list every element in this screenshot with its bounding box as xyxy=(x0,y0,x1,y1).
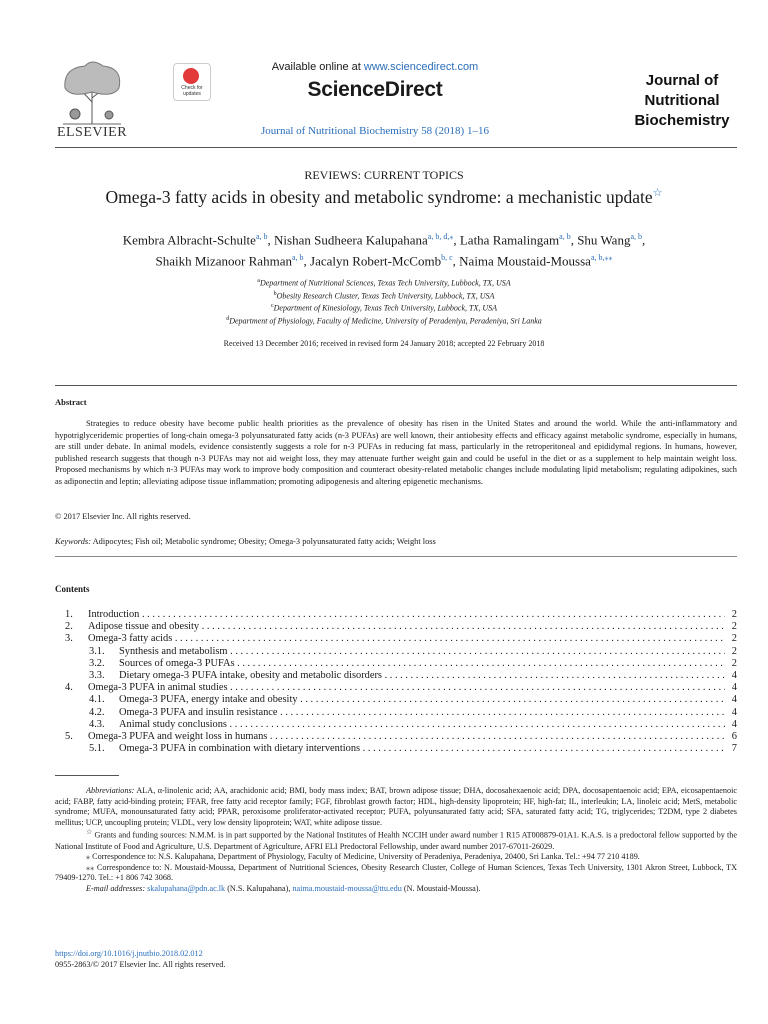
journal-title-block xyxy=(622,71,742,131)
affiliation-mark: d xyxy=(226,315,230,322)
received-dates: Received 13 December 2016; received in revised form 24 January 2018; accepted 22 February 2018 xyxy=(223,339,545,348)
author-affiliation-marks[interactable]: a, b xyxy=(630,232,643,241)
toc-entry-number: 4. xyxy=(65,682,73,694)
toc-entry-number: 1. xyxy=(65,609,73,620)
author-separator: , xyxy=(453,232,460,248)
toc-entry-number: 4.1. xyxy=(89,694,105,706)
email-label: E-mail addresses: xyxy=(86,884,146,894)
elsevier-wordmark: ELSEVIER xyxy=(56,125,128,140)
journal-title-line: Journal of xyxy=(645,72,719,89)
affiliation-text: Department of Kinesiology, Texas Tech University, Lubbock, TX, USA xyxy=(273,303,498,313)
author-affiliation-marks[interactable]: a, b xyxy=(255,232,268,241)
toc-entry[interactable] xyxy=(55,719,737,731)
toc-entry-label[interactable]: Omega-3 PUFA, energy intake and obesity . . . xyxy=(119,694,725,706)
toc-entry-number: 5.1. xyxy=(89,743,105,755)
correspondence-footnote xyxy=(55,863,737,884)
toc-entry[interactable] xyxy=(55,682,737,694)
author-name: Kembra Albracht-Schulte xyxy=(122,232,256,248)
abstract-heading: Abstract xyxy=(55,397,87,407)
author-separator: , xyxy=(267,232,275,248)
keywords-label: Keywords: xyxy=(55,537,91,546)
toc-entry-page: 4 xyxy=(731,706,737,718)
author-line xyxy=(40,228,728,249)
toc-entry-label[interactable]: Dietary omega-3 PUFA intake, obesity and metabolic disorders . . . xyxy=(119,670,725,682)
article-title xyxy=(40,186,728,208)
author-name: Latha Ramalingam xyxy=(459,232,560,248)
toc-entry-page: 4 xyxy=(731,669,737,681)
author-affiliation-marks[interactable]: a, b xyxy=(291,253,304,263)
toc-entry[interactable] xyxy=(55,658,737,670)
toc-entry-page: 4 xyxy=(731,682,737,694)
footnote-rule xyxy=(55,775,119,776)
affiliation-list xyxy=(40,276,728,327)
journal-title-line: Nutritional xyxy=(644,92,720,109)
author-separator: , xyxy=(452,253,460,269)
author-name: Shaikh Mizanoor Rahman xyxy=(155,253,292,269)
toc-entry[interactable] xyxy=(55,731,737,743)
keywords-line xyxy=(55,537,436,546)
keywords-divider xyxy=(55,556,737,557)
toc-entry[interactable] xyxy=(55,670,737,682)
toc-entry-number: 2. xyxy=(65,621,73,633)
abbreviations-text: ALA, α-linolenic acid; AA, arachidonic acid; BMI, body mass index; BAT, brown adipose tissue; DHA, docosahexaenoic acid; DPA, docosapentaenoic acid; EPA, eicosapentaenoic acid; FABP, fatty acid-binding protein; FFAR, free fatty acid receptor family; FGF, fibroblast growth factor; HDL, high-density lipoprotein; HF, high-fat; IL, interleukin; LA, linoleic acid; MetS, metabolic syndrome; MUFA, monounsaturated fatty acid; PPAR, peroxisome proliferator-activated receptor; PUFA, polyunsaturated fatty acid; SFA, saturated fatty acid; TG, triglycerides; T2DM, type 2 diabetes mellitus; UCP, uncoupling protein; VLDL, very low density lipoprotein; WAT, white adipose tissue. xyxy=(55,786,737,827)
toc-entry-page: 6 xyxy=(731,730,737,742)
email-link[interactable]: naima.moustaid-moussa@ttu.edu xyxy=(292,884,402,894)
sciencedirect-title: ScienceDirect xyxy=(307,78,443,101)
header-divider xyxy=(55,147,737,148)
toc-entry[interactable] xyxy=(55,646,737,658)
toc-entry[interactable] xyxy=(55,743,737,755)
abbreviations-footnote xyxy=(55,786,737,828)
toc-entry-page: 2 xyxy=(731,621,737,633)
toc-entry-label[interactable]: Omega-3 PUFA in animal studies . . . xyxy=(88,682,725,694)
contents-heading: Contents xyxy=(55,584,90,594)
toc-entry-label[interactable]: Omega-3 PUFA in combination with dietary interventions . . . xyxy=(119,743,725,755)
available-online-prefix: Available online at xyxy=(271,61,364,73)
author-line xyxy=(40,249,728,270)
toc-entry-page: 2 xyxy=(731,645,737,657)
keywords-list: Adipocytes; Fish oil; Metabolic syndrome; Obesity; Omega-3 polyunsaturated fatty acids; Weight loss xyxy=(92,537,436,546)
abbreviations-label: Abbreviations: xyxy=(86,786,135,795)
author-name: Shu Wang xyxy=(577,232,631,248)
affiliation xyxy=(40,276,728,289)
author-affiliation-marks[interactable]: a, b xyxy=(559,232,571,241)
author-separator: , xyxy=(642,232,646,248)
email-owner: (N.S. Kalupahana), xyxy=(225,884,293,894)
toc-entry-label[interactable]: Animal study conclusions . . . xyxy=(119,719,725,731)
author-list xyxy=(40,228,728,271)
toc-entry-label[interactable]: Omega-3 PUFA and weight loss in humans . . . xyxy=(88,731,725,743)
article-title-text: Omega-3 fatty acids in obesity and metabolic syndrome: a mechanistic update xyxy=(105,186,653,207)
toc-entry-page: 4 xyxy=(731,718,737,730)
affiliation-mark: c xyxy=(270,303,274,310)
affiliation-text: Department of Physiology, Faculty of Medicine, University of Peradeniya, Peradeniya, Sri Lanka xyxy=(229,316,542,326)
affiliation-text: Department of Nutritional Sciences, Texas Tech University, Lubbock, TX, USA xyxy=(259,278,511,288)
toc-entry-label[interactable]: Introduction . . . xyxy=(88,609,725,621)
author-separator: , xyxy=(303,253,311,269)
toc-entry-page: 2 xyxy=(731,657,737,669)
author-affiliation-marks[interactable]: a, b, d,⁎ xyxy=(427,232,454,241)
grants-text: Grants and funding sources: N.M.M. is in part supported by the National Institutes of Health NCCIH under award number 1 R15 AT008879-01A1. K.A.S. is a predoctoral fellow supported by the National Institute of Food and Agriculture, U.S. Department of Agriculture, AFRI ELI Predoctoral Fellowship, under award number 2017-67011-26029. xyxy=(55,831,738,851)
journal-reference-link[interactable]: Journal of Nutritional Biochemistry 58 (2018) 1–16 xyxy=(261,125,489,137)
toc-entry-number: 5. xyxy=(65,730,73,742)
correspondence-mark: ⁎⁎ xyxy=(86,862,95,872)
toc-entry-number: 3.3. xyxy=(89,669,105,681)
issn-line: 0955-2863/© 2017 Elsevier Inc. All rights reserved. xyxy=(55,960,226,969)
toc-entry[interactable] xyxy=(55,707,737,719)
toc-entry-page: 7 xyxy=(731,743,737,755)
affiliation xyxy=(40,289,728,302)
footnotes xyxy=(55,786,737,895)
crossmark-icon xyxy=(183,68,199,84)
abstract-text: Strategies to reduce obesity have become public health priorities as the prevalence of obesity has risen in the United States and around the world. While the anti-inflammatory and hypotriglyceridemic properties of long-chain omega-3 polyunsaturated fatty acids (n-3 PUFAs) are well known, their antiobesity effects and efficacy against metabolic syndrome, especially in humans, are still under debate. In animal models, evidence consistently suggests a role for n-3 PUFAs in reducing fat mass, particularly in the retroperitoneal and epididymal regions. In humans, however, published research suggests that though n-3 PUFAs may not aid weight loss, they may attenuate further weight gain and could be useful in the diet or as a supplement to help maintain weight loss. Proposed mechanisms by which n-3 PUFAs may work to improve body composition and counteract obesity-related metabolic changes include modulating lipid metabolism; regulating adipokines, such as adiponectin and leptin; alleviating adipose tissue inflammation; promoting adipogenesis and altering epigenetic mechanisms. xyxy=(55,419,737,486)
doi-link[interactable]: https://doi.org/10.1016/j.jnutbio.2018.02.012 xyxy=(55,949,203,958)
toc-entry-page: 2 xyxy=(731,609,737,620)
table-of-contents xyxy=(55,609,737,755)
author-name: Nishan Sudheera Kalupahana xyxy=(274,232,428,248)
toc-entry[interactable] xyxy=(55,694,737,706)
toc-entry-label[interactable]: Synthesis and metabolism . . . xyxy=(119,646,725,658)
grants-mark: ☆ xyxy=(86,829,93,837)
toc-entry-label[interactable]: Omega-3 fatty acids . . . xyxy=(88,633,725,645)
author-separator: , xyxy=(570,232,578,248)
author-affiliation-marks[interactable]: b, c xyxy=(441,253,453,263)
journal-title-line: Biochemistry xyxy=(634,112,730,129)
email-link[interactable]: skalupahana@pdn.ac.lk xyxy=(147,884,226,894)
toc-entry-number: 4.2. xyxy=(89,706,105,718)
author-name: Naima Moustaid-Moussa xyxy=(459,253,591,269)
toc-entry-label[interactable]: Adipose tissue and obesity . . . xyxy=(88,621,725,633)
toc-entry[interactable] xyxy=(55,633,737,645)
sciencedirect-link[interactable]: www.sciencedirect.com xyxy=(363,61,479,73)
affiliation-text: Obesity Research Cluster, Texas Tech University, Lubbock, TX, USA xyxy=(276,291,495,301)
affiliation xyxy=(40,314,728,327)
toc-entry-label[interactable]: Omega-3 PUFA and insulin resistance . . . xyxy=(119,707,725,719)
email-footnote xyxy=(55,884,737,895)
email-owner: (N. Moustaid-Moussa). xyxy=(401,884,481,894)
correspondence-mark: ⁎ xyxy=(86,852,91,862)
affiliation-mark: a xyxy=(257,278,260,284)
title-footnote-mark[interactable]: ☆ xyxy=(652,187,663,199)
crossmark-label: Check for updates xyxy=(181,85,203,97)
toc-entry-page: 4 xyxy=(731,694,737,706)
abstract-divider xyxy=(55,385,737,386)
toc-entry[interactable] xyxy=(55,609,737,621)
correspondence-footnote xyxy=(55,852,737,863)
abstract-body xyxy=(55,418,737,488)
grants-footnote xyxy=(55,828,737,852)
toc-entry-page: 2 xyxy=(731,633,737,645)
author-affiliation-marks[interactable]: a, b,⁎⁎ xyxy=(590,253,613,263)
abstract-copyright: © 2017 Elsevier Inc. All rights reserved. xyxy=(55,512,191,521)
affiliation xyxy=(40,301,728,314)
toc-entry-label[interactable]: Sources of omega-3 PUFAs . . . xyxy=(119,658,725,670)
correspondence-text: Correspondence to: N. Moustaid-Moussa, Department of Nutritional Sciences, Obesity Research Cluster, College of Human Sciences, Texas Tech University, 1301 Akron Street, Lubbock, TX 79409-1270. Tel.: +1 806 742 3068. xyxy=(55,862,737,883)
correspondence-text: Correspondence to: N.S. Kalupahana, Department of Physiology, Faculty of Medicine, University of Peradeniya, Peradeniya, 20400, Sri Lanka. Tel.: +94 77 210 4189. xyxy=(92,852,640,862)
toc-entry[interactable] xyxy=(55,621,737,633)
toc-entry-number: 3. xyxy=(65,633,73,645)
section-label: REVIEWS: CURRENT TOPICS xyxy=(304,168,464,182)
affiliation-mark: b xyxy=(273,290,277,297)
toc-entry-number: 3.2. xyxy=(89,657,105,669)
toc-entry-number: 3.1. xyxy=(89,645,105,657)
toc-entry-number: 4.3. xyxy=(89,718,105,730)
author-name: Jacalyn Robert-McComb xyxy=(310,253,442,269)
available-online-line xyxy=(200,61,550,73)
